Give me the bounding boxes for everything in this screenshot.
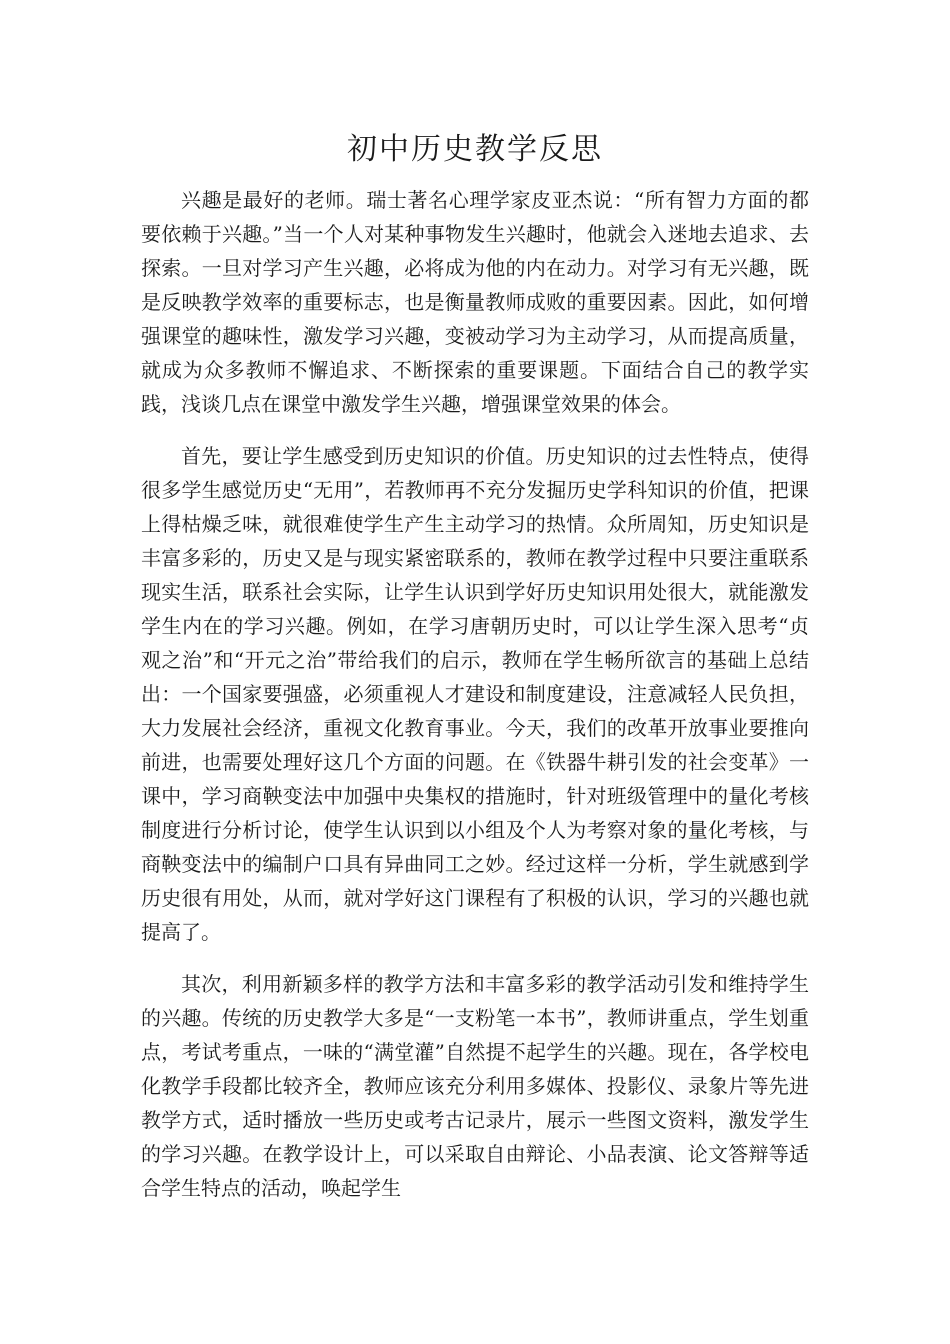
paragraph-intro: 兴趣是最好的老师。瑞士著名心理学家皮亚杰说：“所有智力方面的都要依赖于兴趣。”当一个人对某种事物发生兴趣时，他就会入迷地去追求、去探索。一旦对学习产生兴趣，必将成为他的内在动力。对学习有无兴趣，既是反映教学效率的重要标志，也是衡量教师成败的重要因素。因此，如何增强课堂的趣味性，激发学习兴趣，变被动学习为主动学习，从而提高质量，就成为众多教师不懈追求、不断探索的重要课题。下面结合自己的教学实践，浅谈几点在课堂中激发学生兴趣，增强课堂效果的体会。: [141, 188, 809, 416]
document-body: [141, 183, 809, 1223]
paragraph-second-point: 其次，利用新颖多样的教学方法和丰富多彩的教学活动引发和维持学生的兴趣。传统的历史教学大多是“一支粉笔一本书”，教师讲重点，学生划重点，考试考重点，一味的“满堂灌”自然提不起学生的兴趣。现在，各学校电化教学手段都比较齐全，教师应该充分利用多媒体、投影仪、录象片等先进教学方式，适时播放一些历史或考古记录片，展示一些图文资料，激发学生的学习兴趣。在教学设计上，可以采取自由辩论、小品表演、论文答辩等适合学生特点的活动，唤起学生: [141, 972, 809, 1200]
paragraph-first-point: 首先，要让学生感受到历史知识的价值。历史知识的过去性特点，使得很多学生感觉历史“无用”，若教师再不充分发掘历史学科知识的价值，把课上得枯燥乏味，就很难使学生产生主动学习的热情。众所周知，历史知识是丰富多彩的，历史又是与现实紧密联系的，教师在教学过程中只要注重联系现实生活，联系社会实际，让学生认识到学好历史知识用处很大，就能激发学生内在的学习兴趣。例如，在学习唐朝历史时，可以让学生深入思考“贞观之治”和“开元之治”带给我们的启示，教师在学生畅所欲言的基础上总结出：一个国家要强盛，必须重视人才建设和制度建设，注意减轻人民负担，大力发展社会经济，重视文化教育事业。今天，我们的改革开放事业要推向前进，也需要处理好这几个方面的问题。在《铁器牛耕引发的社会变革》一课中，学习商鞅变法中加强中央集权的措施时，针对班级管理中的量化考核制度进行分析讨论，使学生认识到以小组及个人为考察对象的量化考核，与商鞅变法中的编制户口具有异曲同工之妙。经过这样一分析，学生就感到学历史很有用处，从而，就对学好这门课程有了积极的认识，学习的兴趣也就提高了。: [141, 444, 809, 944]
page-title: 初中历史教学反思: [347, 132, 603, 167]
